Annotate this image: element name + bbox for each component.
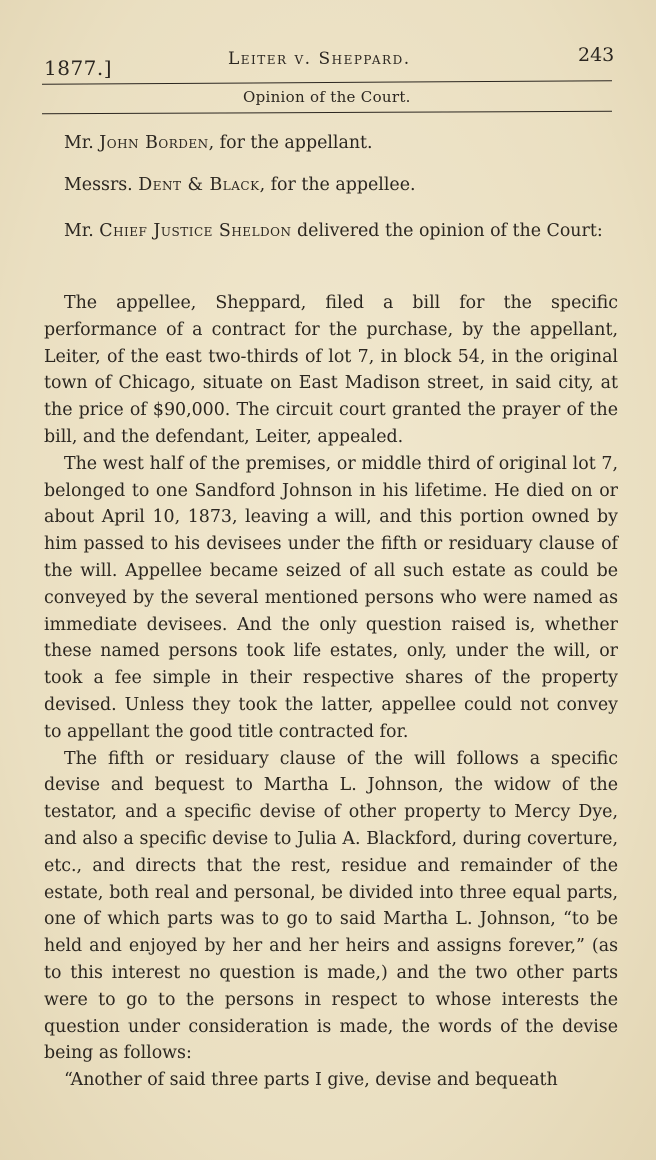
paragraph: The fifth or residuary clause of the will follows a specific devise and bequest to Martha L. Johnson, the widow of the testator, and a specific devise of other property to Mercy Dye, and also a specific devise to Julia A. Blackford, during coverture, etc., and directs that the rest, residue and remainder of the estate, both real and personal, be divided into three equal parts, one of which parts was to go to said Martha L. Johnson, “to be held and enjoyed by her and her heirs and assigns forever,” (as to this interest no question is made,) and the two other parts were to go to the persons in respect to whose interests the question under consideration is made, the words of the devise being as follows: bbox=[44, 748, 618, 1064]
header-rule-top bbox=[42, 80, 612, 84]
counsel-appellee bbox=[44, 172, 618, 199]
page-number: 243 bbox=[578, 44, 615, 66]
header-rule-bottom bbox=[42, 111, 612, 114]
counsel-appellant bbox=[44, 130, 618, 157]
section-title: Opinion of the Court. bbox=[243, 88, 411, 106]
paragraph: The appellee, Sheppard, filed a bill for the specific performance of a contract for the purchase, by the appellant, Leiter, of the east two-thirds of lot 7, in block 54, in the original town of Chicago, situate on East Madison street, in said city, at the price of $90,000. The circuit court granted the prayer of the bill, and the defendant, Leiter, appealed. bbox=[44, 293, 618, 447]
counsel-appellee-name: Dent & Black bbox=[138, 175, 260, 195]
delivery-suffix: delivered the opinion of the Court: bbox=[291, 221, 603, 241]
paragraph: “Another of said three parts I give, devise and bequeath bbox=[64, 1070, 558, 1091]
paragraph: The west half of the premises, or middle third of original lot 7, belonged to one Sandford Johnson in his lifetime. He died on or about April 10, 1873, leaving a will, and this portion owned by him passed to his devisees under the fifth or residuary clause of the will. Appellee became seized of all such estate as could be conveyed by the several mentioned persons who were named as immediate devisees. And the only question raised is, whether these named persons took life estates, only, under the will, or took a fee simple in their respective shares of the property devised. Unless they took the latter, appellee could not convey to appellant the good title contracted for. bbox=[44, 453, 618, 742]
delivery-judge: Chief Justice Sheldon bbox=[99, 221, 292, 241]
page-header bbox=[0, 0, 656, 120]
counsel-appellee-prefix: Messrs. bbox=[64, 175, 133, 195]
delivery-prefix: Mr. bbox=[64, 221, 94, 241]
running-title: Leiter v. Sheppard. bbox=[228, 49, 411, 69]
opinion-delivery bbox=[44, 218, 618, 245]
header-year: 1877.] bbox=[44, 56, 113, 80]
counsel-appellee-suffix: , for the appellee. bbox=[259, 175, 416, 195]
counsel-appellant-name: John Borden bbox=[99, 133, 209, 153]
opinion-body bbox=[44, 290, 618, 1094]
counsel-appellant-suffix: , for the appellant. bbox=[208, 133, 373, 153]
counsel-appellant-prefix: Mr. bbox=[64, 133, 94, 153]
